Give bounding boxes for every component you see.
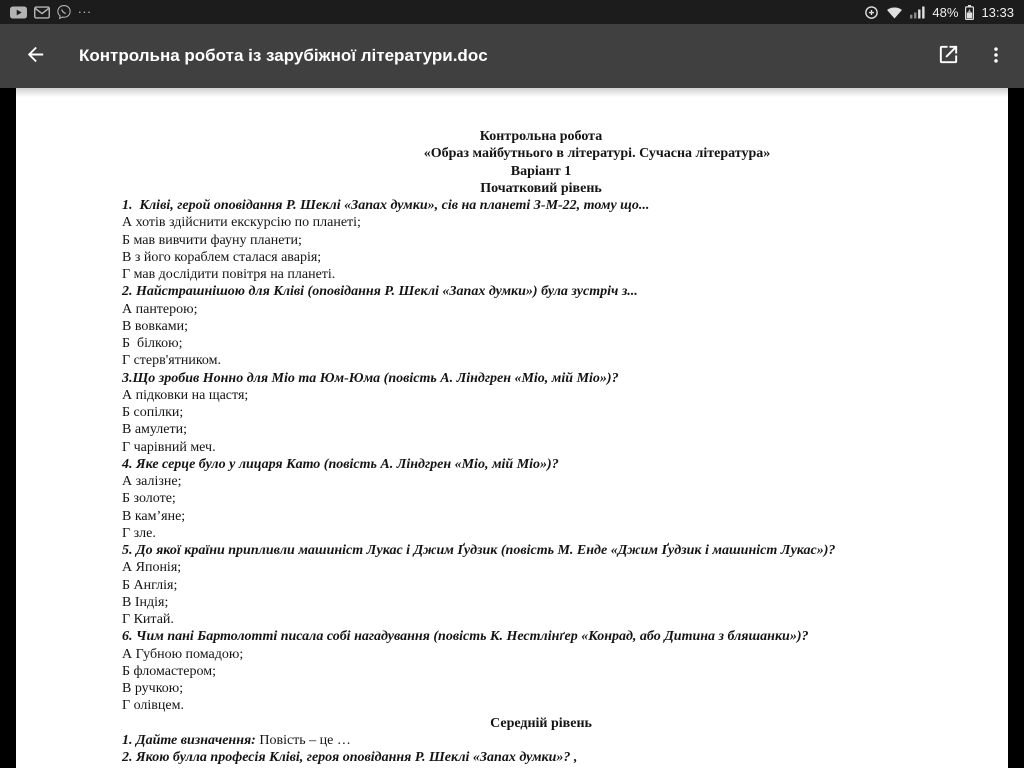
doc-option-line: Б білкою;	[122, 336, 183, 351]
doc-option-line: Г стерв'ятником.	[122, 353, 221, 369]
doc-option-line: В з його кораблем сталася аварія;	[122, 249, 322, 265]
doc-option-line: Г Китай.	[122, 612, 174, 627]
doc-option-line: Г олівцем.	[122, 698, 184, 714]
status-bar	[0, 0, 1024, 24]
back-icon	[24, 43, 47, 69]
doc-heading-line: «Образ майбутнього в літературі. Сучасна література»	[423, 146, 771, 162]
battery-percent: 48%	[932, 4, 959, 20]
doc-option-line: Г зле.	[122, 525, 156, 541]
doc-option-line: В вовками;	[122, 318, 189, 334]
status-time: 13:33	[981, 4, 1014, 20]
doc-question-line: 2. Якою булла професія Кліві, героя оповідання Р. Шеклі «Запах думки»? ,	[122, 750, 578, 765]
doc-option-line: Б золоте;	[122, 491, 176, 507]
doc-option-line: В кам’яне;	[122, 508, 186, 524]
wifi-icon	[886, 6, 903, 19]
doc-option-line: Г мав дослідити повітря на планеті.	[122, 267, 336, 282]
doc-question-line: 2. Найстрашнішою для Кліві (оповідання Р. Шеклі «Запах думки») була зустріч з...	[122, 284, 638, 300]
overflow-menu-button[interactable]	[986, 45, 1006, 68]
doc-question-line: 6. Чим пані Бартолотті писала собі нагадування (повість К. Нестлінґер «Конрад, або Дитина з бляшанки»)?	[122, 629, 809, 645]
doc-option-line: А залізне;	[122, 474, 182, 489]
doc-question-line: 1. Дайте визначення: Повість – це …	[122, 732, 351, 748]
doc-option-line: Б сопілки;	[122, 405, 184, 420]
app-bar	[0, 24, 1024, 88]
doc-heading-line: Початковий рівень	[480, 180, 602, 196]
open-in-new-icon	[937, 43, 960, 69]
doc-option-line: Г чарівний меч.	[122, 439, 216, 455]
document-page	[16, 88, 1008, 768]
doc-option-line: А Губною помадою;	[122, 646, 244, 662]
doc-question-line: 5. До якої країни припливли машиніст Лукас і Джим Ґудзик (повість М. Енде «Джим Ґудзик і машиніст Лукас»)?	[122, 543, 836, 558]
doc-option-line: В ручкою;	[122, 681, 184, 696]
viber-icon	[57, 5, 71, 19]
doc-question-line: 4. Яке серце було у лицаря Като (повість А. Ліндгрен «Міо, мій Міо»)?	[122, 456, 559, 472]
doc-option-line: В Індія;	[122, 594, 169, 610]
doc-option-line: В амулети;	[122, 422, 187, 438]
signal-icon	[910, 6, 925, 19]
doc-option-line: А хотів здійснити екскурсію по планеті;	[122, 215, 361, 231]
back-button[interactable]	[24, 43, 47, 69]
doc-option-line: А Японія;	[122, 560, 182, 576]
doc-option-line: Б Англія;	[122, 577, 178, 593]
doc-question-line: 3.Що зробив Нонно для Міо та Юм-Юма (повість А. Ліндгрен «Міо, мій Міо»)?	[122, 370, 619, 386]
doc-option-line: Б мав вивчити фауну планети;	[122, 232, 302, 248]
more-vert-icon	[986, 45, 1006, 68]
document-viewer[interactable]	[0, 88, 1024, 768]
more-notifications-text: ...	[78, 1, 92, 16]
doc-option-line: А підковки на щастя;	[122, 387, 249, 403]
data-saver-icon	[864, 5, 879, 20]
doc-heading-line: Варіант 1	[510, 163, 572, 179]
doc-content	[16, 88, 1008, 766]
doc-option-line: А пантерою;	[122, 301, 198, 317]
email-icon	[34, 6, 50, 19]
document-title: Контрольна робота із зарубіжної літератури.doc	[79, 46, 488, 65]
youtube-icon	[10, 6, 27, 19]
doc-heading-line: Середній рівень	[490, 715, 592, 731]
doc-option-line: Б фломастером;	[122, 663, 216, 679]
open-in-new-button[interactable]	[937, 43, 960, 69]
battery-icon	[965, 5, 974, 20]
doc-question-line: 1. Кліві, герой оповідання Р. Шеклі «Запах думки», сів на планеті З-М-22, тому що...	[122, 198, 650, 213]
doc-heading-line: Контрольна робота	[479, 129, 603, 144]
